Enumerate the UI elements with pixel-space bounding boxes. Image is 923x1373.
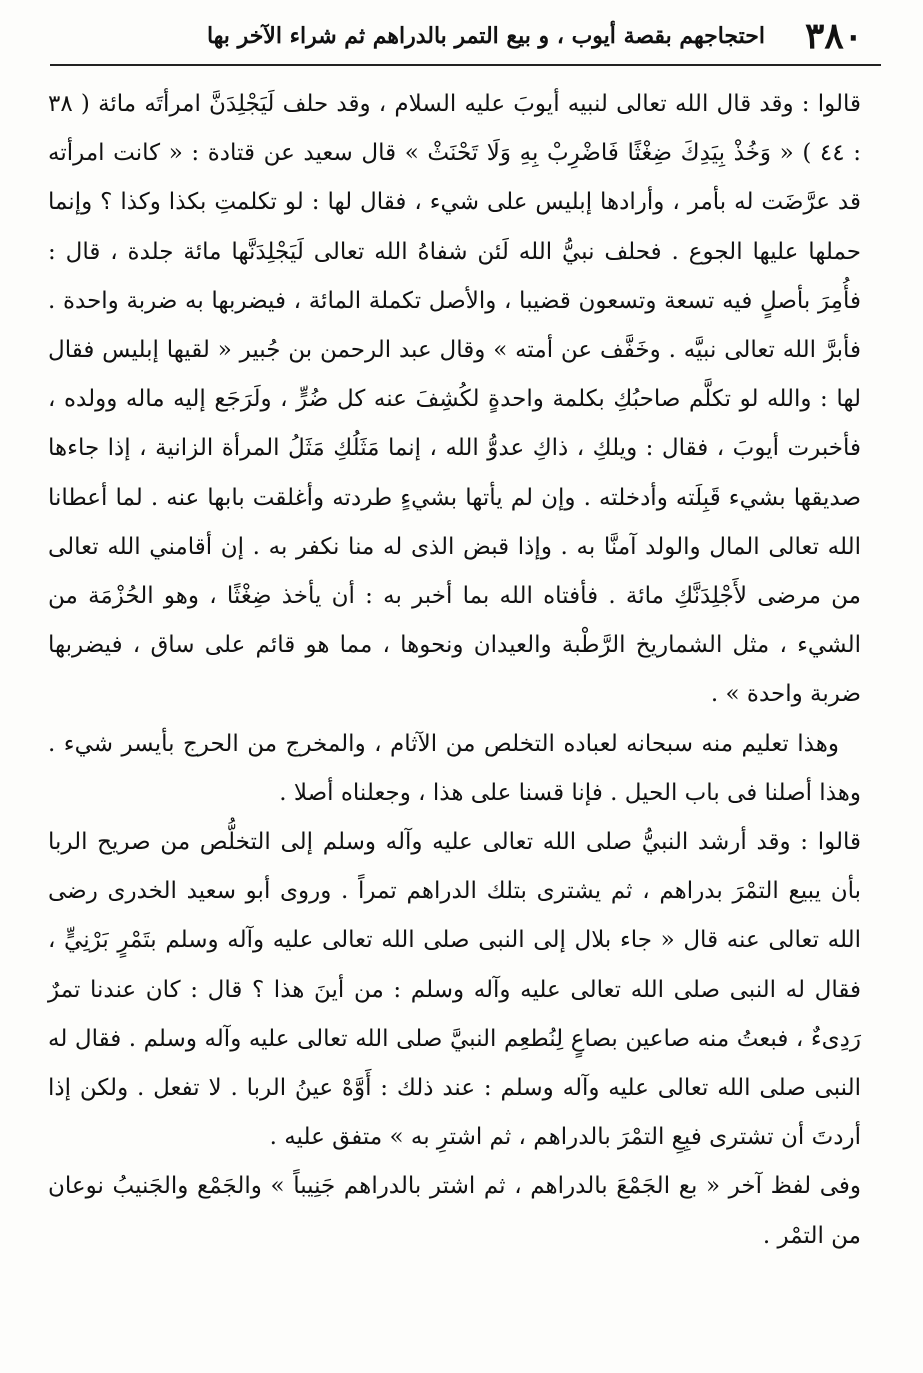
paragraph-ayyub-story: قالوا : وقد قال الله تعالى لنبيه أيوبَ عليه السلام ، وقد حلف لَيَجْلِدَنَّ امرأتَه مائة ( ٣٨ : ٤٤ ) « وَخُذْ بِيَدِكَ ضِغْثًا فَاضْرِبْ بِهِ وَلَا تَحْنَثْ » قال سعيد عن قتادة : « كانت امرأته قد عرَّضَت له بأمر ، وأرادها إبليس على شيء ، فقال لها : لو تكلمتِ بكذا وكذا ؟ وإنما حملها عليها الجوع . فحلف نبيُّ الله لَئن شفاهُ الله تعالى لَيَجْلِدَنَّها مائة جلدة ، قال : فأُمِرَ بأصلٍ فيه تسعة وتسعون قضيبا ، والأصل تكملة المائة ، فيضربها به ضربة واحدة . فأبرَّ الله تعالى نبيَّه . وخَفَّف عن أمته » وقال عبد الرحمن بن جُبير « لقيها إبليس فقال لها : والله لو تكلَّم صاحبُكِ بكلمة واحدةٍ لكُشِفَ عنه كل ضُرٍّ ، ولَرَجَع إليه ماله وولده ، فأخبرت أيوبَ ، فقال : ويلكِ ، ذاكِ عدوُّ الله ، إنما مَثَلُكِ مَثَلُ المرأة الزانية ، إذا جاءها صديقها بشيء قَبِلَته وأدخلته . وإن لم يأتها بشيءٍ طردته وأغلقت بابها عنه . لما أعطانا الله تعالى المال والولد آمنَّا به . وإذا قبض الذى له منا نكفر به . إن أقامني الله تعالى من مرضى لأَجْلِدَنَّكِ مائة . فأفتاه الله بما أخبر به : أن يأخذ ضِغْثًا ، وهو الحُزْمَة من الشيء ، مثل الشماريخ الرَّطْبة والعيدان ونحوها ، مما هو قائم على ساق ، فيضربها ضربة واحدة » . (48, 91, 862, 708)
page-body (48, 80, 861, 1353)
page-header (55, 14, 863, 58)
page-number: ٣٨٠ (804, 15, 863, 57)
running-title: احتجاجهم بقصة أيوب ، و بيع التمر بالدراهم ثم شراء الآخر بها (206, 23, 765, 49)
paragraph-another-wording: وفى لفظ آخر « بع الجَمْعَ بالدراهم ، ثم اشتر بالدراهم جَنِيباً » والجَمْع والجَنيبُ نوعان من التمْر . (48, 1173, 861, 1249)
paragraph-riba-hadith: قالوا : وقد أرشد النبيُّ صلى الله تعالى عليه وآله وسلم إلى التخلُّص من صريح الربا بأن يبيع التمْرَ بدراهم ، ثم يشترى بتلك الدراهم تمراً . وروى أبو سعيد الخدرى رضى الله تعالى عنه قال « جاء بلال إلى النبى صلى الله تعالى عليه وآله وسلم بتَمْرٍ بَرْنِيٍّ ، فقال له النبى صلى الله تعالى عليه وآله وسلم : من أينَ هذا ؟ قال : كان عندنا تمرٌ رَدِىءٌ ، فبعتُ منه صاعين بصاعٍ لِنُطعِم النبيَّ صلى الله تعالى عليه وآله وسلم . فقال له النبى صلى الله تعالى عليه وآله وسلم : عند ذلك : أَوَّهْ عينُ الربا . لا تفعل . ولكن إذا أردتَ أن تشترى فبِعِ التمْرَ بالدراهم ، ثم اشترِ به » متفق عليه . (48, 829, 861, 1151)
header-rule (50, 64, 881, 66)
paragraph-hiyal-principle: وهذا تعليم منه سبحانه لعباده التخلص من الآثام ، والمخرج من الحرج بأيسر شيء . وهذا أصلنا فى باب الحيل . فإنا قسنا على هذا ، وجعلناه أصلا . (48, 730, 861, 806)
